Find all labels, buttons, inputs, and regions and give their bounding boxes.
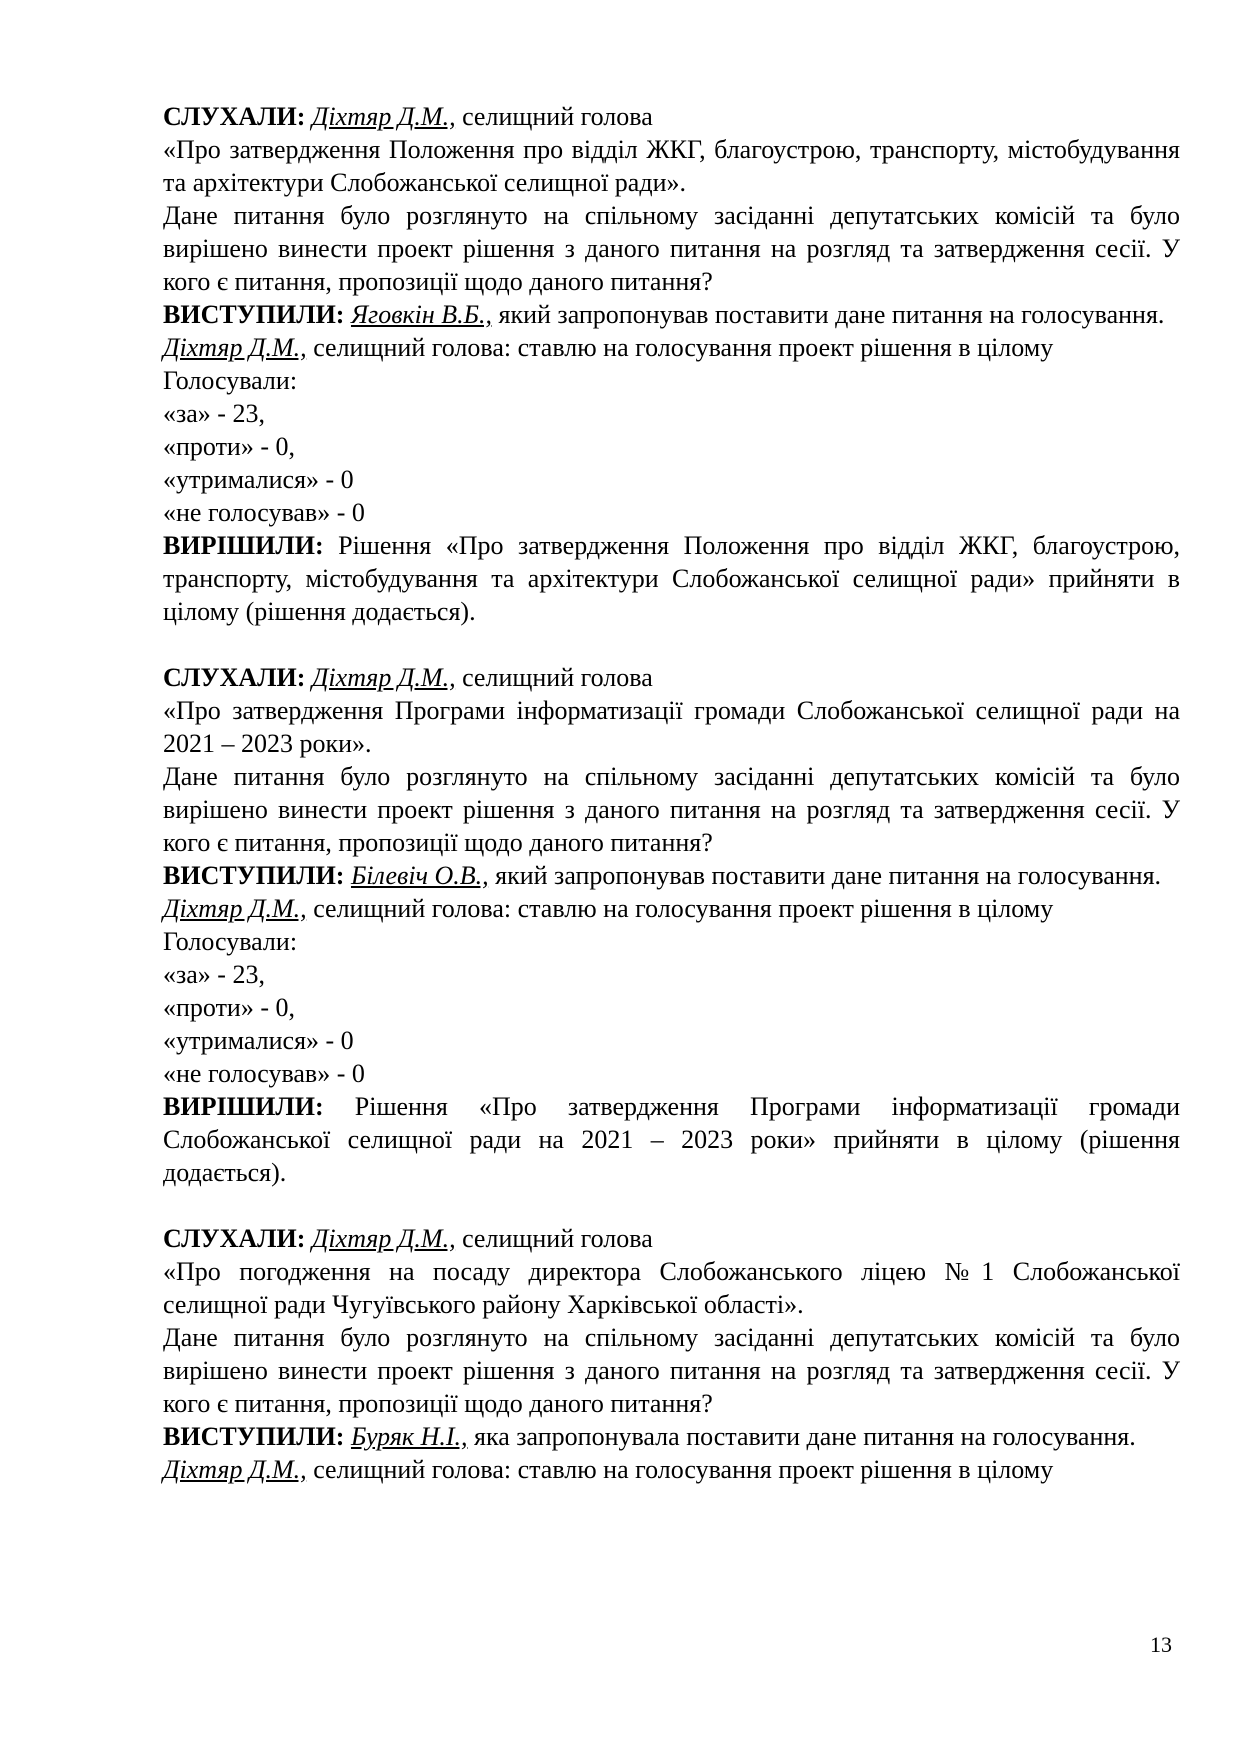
heard-label: СЛУХАЛИ: — [163, 663, 306, 692]
chair-line — [163, 892, 1180, 925]
agenda-topic: «Про затвердження Положення про відділ ЖКГ, благоустрою, транспорту, містобудування та архітектури Слобожанської селищної ради». — [163, 135, 1180, 197]
spoke-text: який запропонував поставити дане питання на голосування. — [492, 300, 1165, 329]
discussion-text: Дане питання було розглянуто на спільному засіданні депутатських комісій та було вирішено винести проект рішення з даного питання на розгляд та затвердження сесії. У кого є питання, пропозиції щодо даного питання? — [163, 201, 1180, 296]
agenda-item-3 — [163, 1222, 1180, 1486]
heard-person: Діхтяр Д.М., — [311, 663, 456, 692]
heard-line — [163, 100, 1180, 133]
heard-person: Діхтяр Д.М., — [311, 1224, 456, 1253]
chair-text: селищний голова: ставлю на голосування проект рішення в цілому — [306, 333, 1054, 362]
voted-label: Голосували: — [163, 366, 298, 395]
spoke-person: Білевіч О.В., — [350, 861, 489, 890]
chair-person: Діхтяр Д.М., — [163, 894, 307, 923]
vote-against: «проти» - 0, — [163, 993, 296, 1022]
chair-line — [163, 331, 1180, 364]
vote-not-voted: «не голосував» - 0 — [163, 498, 365, 527]
discussion-text: Дане питання було розглянуто на спільному засіданні депутатських комісій та було вирішено винести проект рішення з даного питання на розгляд та затвердження сесії. У кого є питання, пропозиції щодо даного питання? — [163, 762, 1180, 857]
vote-abstained: «утрималися» - 0 — [163, 1026, 354, 1055]
decided-text: Рішення «Про затвердження Положення про відділ ЖКГ, благоустрою, транспорту, містобудування та архітектури Слобожанської селищної ради» прийняти в цілому (рішення додається). — [163, 531, 1180, 626]
spoke-line — [163, 298, 1180, 331]
chair-person: Діхтяр Д.М., — [163, 333, 307, 362]
chair-text: селищний голова: ставлю на голосування проект рішення в цілому — [306, 1455, 1054, 1484]
vote-for: «за» - 23, — [163, 399, 265, 428]
vote-against: «проти» - 0, — [163, 432, 296, 461]
spoke-text: який запропонував поставити дане питання на голосування. — [488, 861, 1162, 890]
voted-label: Голосували: — [163, 927, 298, 956]
agenda-topic: «Про затвердження Програми інформатизації громади Слобожанської селищної ради на 2021 – 2023 роки». — [163, 696, 1180, 758]
vote-abstained: «утрималися» - 0 — [163, 465, 354, 494]
heard-label: СЛУХАЛИ: — [163, 102, 306, 131]
heard-line — [163, 661, 1180, 694]
agenda-item-2 — [163, 661, 1180, 1189]
agenda-item-1 — [163, 100, 1180, 628]
decided-label: ВИРІШИЛИ: — [163, 1092, 324, 1121]
spoke-label: ВИСТУПИЛИ: — [163, 861, 345, 890]
heard-person: Діхтяр Д.М., — [311, 102, 456, 131]
spoke-text: яка запропонувала поставити дане питання на голосування. — [467, 1422, 1136, 1451]
vote-not-voted: «не голосував» - 0 — [163, 1059, 365, 1088]
discussion-text: Дане питання було розглянуто на спільному засіданні депутатських комісій та було вирішено винести проект рішення з даного питання на розгляд та затвердження сесії. У кого є питання, пропозиції щодо даного питання? — [163, 1323, 1180, 1418]
heard-role: селищний голова — [455, 102, 653, 131]
chair-line — [163, 1453, 1180, 1486]
heard-line — [163, 1222, 1180, 1255]
spoke-person: Яговкін В.Б., — [350, 300, 492, 329]
decided-line — [163, 529, 1180, 628]
heard-role: селищний голова — [455, 663, 653, 692]
spoke-label: ВИСТУПИЛИ: — [163, 1422, 345, 1451]
decided-line — [163, 1090, 1180, 1189]
spoke-label: ВИСТУПИЛИ: — [163, 300, 345, 329]
agenda-topic: «Про погодження на посаду директора Слобожанського ліцею №1 Слобожанської селищної ради Чугуївського району Харківської області». — [163, 1257, 1180, 1319]
page-content — [163, 100, 1180, 1486]
heard-role: селищний голова — [455, 1224, 653, 1253]
heard-label: СЛУХАЛИ: — [163, 1224, 306, 1253]
spoke-line — [163, 1420, 1180, 1453]
decided-label: ВИРІШИЛИ: — [163, 531, 324, 560]
page-number: 13 — [1150, 1632, 1172, 1657]
chair-person: Діхтяр Д.М., — [163, 1455, 307, 1484]
spoke-line — [163, 859, 1180, 892]
chair-text: селищний голова: ставлю на голосування проект рішення в цілому — [306, 894, 1054, 923]
vote-for: «за» - 23, — [163, 960, 265, 989]
spoke-person: Буряк Н.І., — [350, 1422, 468, 1451]
decided-text: Рішення «Про затвердження Програми інформатизації громади Слобожанської селищної ради на 2021 – 2023 роки» прийняти в цілому (рішення додається). — [163, 1092, 1180, 1187]
